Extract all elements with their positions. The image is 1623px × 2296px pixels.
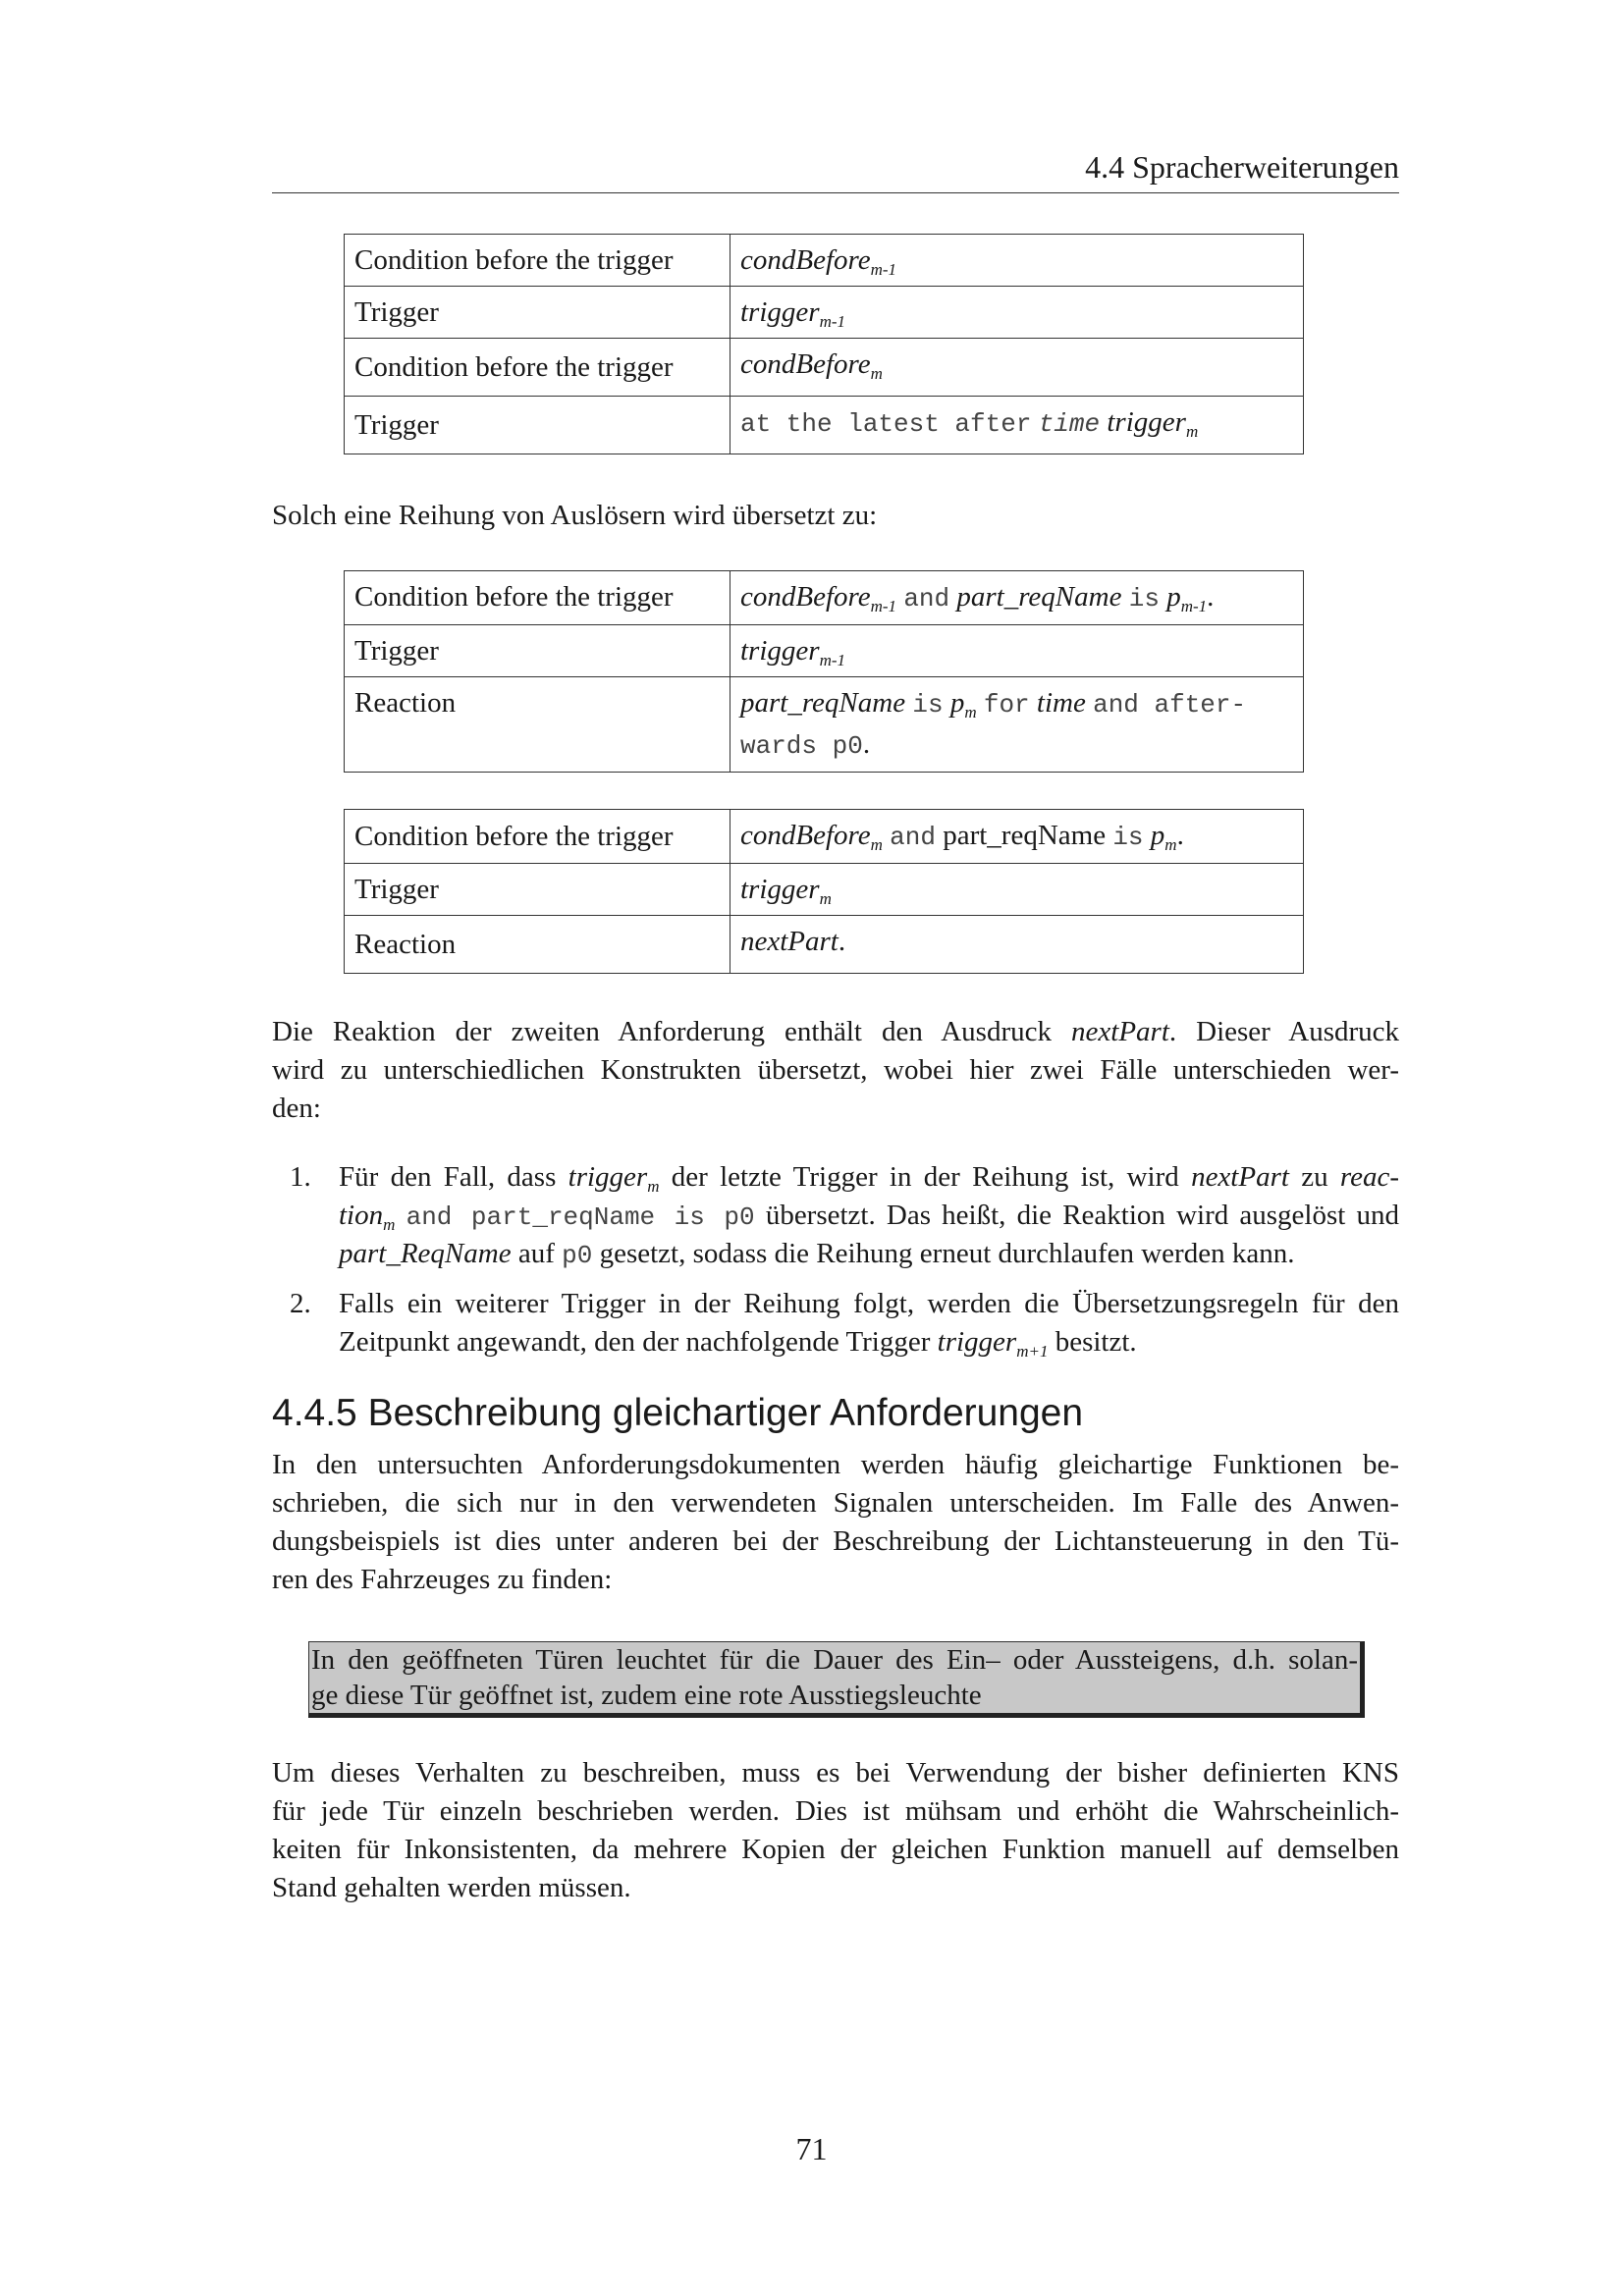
table-cell-value: trigger$_{m-1}$ [730,625,1304,677]
table-cell-value: part_reqName is $p_m$ for time and after- wards p0. [730,677,1304,773]
header-rule [272,192,1399,193]
paragraph-line: Um dieses Verhalten zu beschreiben, muss es bei Verwendung der bisher definierten KNS [272,1757,1399,1789]
table-cell-value: condBefore$_{m-1}$ and part_reqName is $p_{m-1}$. [730,571,1304,625]
page-number: 71 [795,2131,828,2166]
table-cell-label: Trigger [345,397,730,454]
table-trigger-sequence [344,234,1304,454]
table-cell-value: condBefore$_m$ [730,339,1304,397]
paragraph-line: ren des Fahrzeuges zu finden: [272,1564,613,1595]
paragraph-line: keiten für Inkonsistenten, da mehrere Kopien der gleichen Funktion manuell auf demselben [272,1834,1399,1865]
paragraph-line: Stand gehalten werden müssen. [272,1872,631,1903]
table-row [345,677,1304,773]
table-row [345,397,1304,454]
paragraph-reaction [272,1013,1399,1128]
table-cell-label: Trigger [345,287,730,339]
table-cell-value: condBefore$_m$ and part_reqName is $p_m$. [730,810,1304,864]
paragraph-line: Die Reaktion der zweiten Anforderung enthält den Ausdruck nextPart. Dieser Ausdruck [272,1016,1400,1047]
requirement-quote-box [308,1641,1365,1718]
table-row [345,571,1304,625]
table-row [345,287,1304,339]
list-number: 2. [290,1288,311,1319]
paragraph-line: In den untersuchten Anforderungsdokumenten werden häufig gleichartige Funktionen be- [272,1449,1399,1480]
table-row [345,864,1304,916]
table-cell-value: trigger$_m$ [730,864,1304,916]
table-cell-label: Trigger [345,864,730,916]
table-cell-value: condBefore$_{m-1}$ [730,235,1304,287]
table-cell-label: Reaction [345,916,730,974]
paragraph-line: für jede Tür einzeln beschrieben werden. Dies ist mühsam und erhöht die Wahrscheinlich- [272,1795,1399,1827]
paragraph-line: wird zu unterschiedlichen Konstrukten übersetzt, wobei hier zwei Fälle unterschieden wer- [272,1054,1399,1086]
paragraph-line: dungsbeispiels ist dies unter anderen bei der Beschreibung der Lichtansteuerung in den Tü- [272,1525,1399,1557]
numbered-list [272,1158,1399,1373]
table-cell-label: Trigger [345,625,730,677]
paragraph-behaviour [272,1754,1399,1907]
table-row [345,235,1304,287]
table-row [345,625,1304,677]
paragraph-similar-requirements [272,1446,1399,1599]
list-item: 2. Falls ein weiterer Trigger in der Reihung folgt, werden die Übersetzungsregeln für den Zeitpunkt angewandt, den der nachfolgende Trigger trigger$_{m+1}$ besitzt. [272,1285,1399,1362]
list-number: 1. [290,1161,311,1193]
table-row [345,339,1304,397]
table-cell-label: Condition before the trigger [345,571,730,625]
table-cell-label: Reaction [345,677,730,773]
running-header: 4.4 Spracherweiterungen [1085,149,1399,185]
table-cell-value: at the latest after time trigger$_m$ [730,397,1304,454]
table-row [345,916,1304,974]
table-row [345,810,1304,864]
table-cell-label: Condition before the trigger [345,235,730,287]
intro-sentence: Solch eine Reihung von Auslösern wird übersetzt zu: [272,500,878,531]
paragraph-line: den: [272,1093,321,1124]
quote-line: In den geöffneten Türen leuchtet für die Dauer des Ein– oder Aussteigens, d.h. solan- [311,1644,1358,1676]
table-translation-first [344,570,1304,773]
table-translation-second [344,809,1304,974]
paragraph-line: schrieben, die sich nur in den verwendeten Signalen unterscheiden. Im Falle des Anwen- [272,1487,1399,1519]
section-heading: 4.4.5 Beschreibung gleichartiger Anforderungen [272,1392,1084,1434]
table-cell-label: Condition before the trigger [345,339,730,397]
table-cell-label: Condition before the trigger [345,810,730,864]
table-cell-value: nextPart. [730,916,1304,974]
list-item: 1. Für den Fall, dass trigger$_m$ der letzte Trigger in der Reihung ist, wird nextPart zu reac- tion$_m$ and part_reqName is p0 übersetzt. Das heißt, die Reaktion wird ausgelöst und part_ReqName auf p0 gesetzt, sodass die Reihung erneut durchlaufen werden kann. [272,1158,1399,1273]
quote-line: ge diese Tür geöffnet ist, zudem eine rote Ausstiegsleuchte [311,1680,982,1711]
table-cell-value: trigger$_{m-1}$ [730,287,1304,339]
